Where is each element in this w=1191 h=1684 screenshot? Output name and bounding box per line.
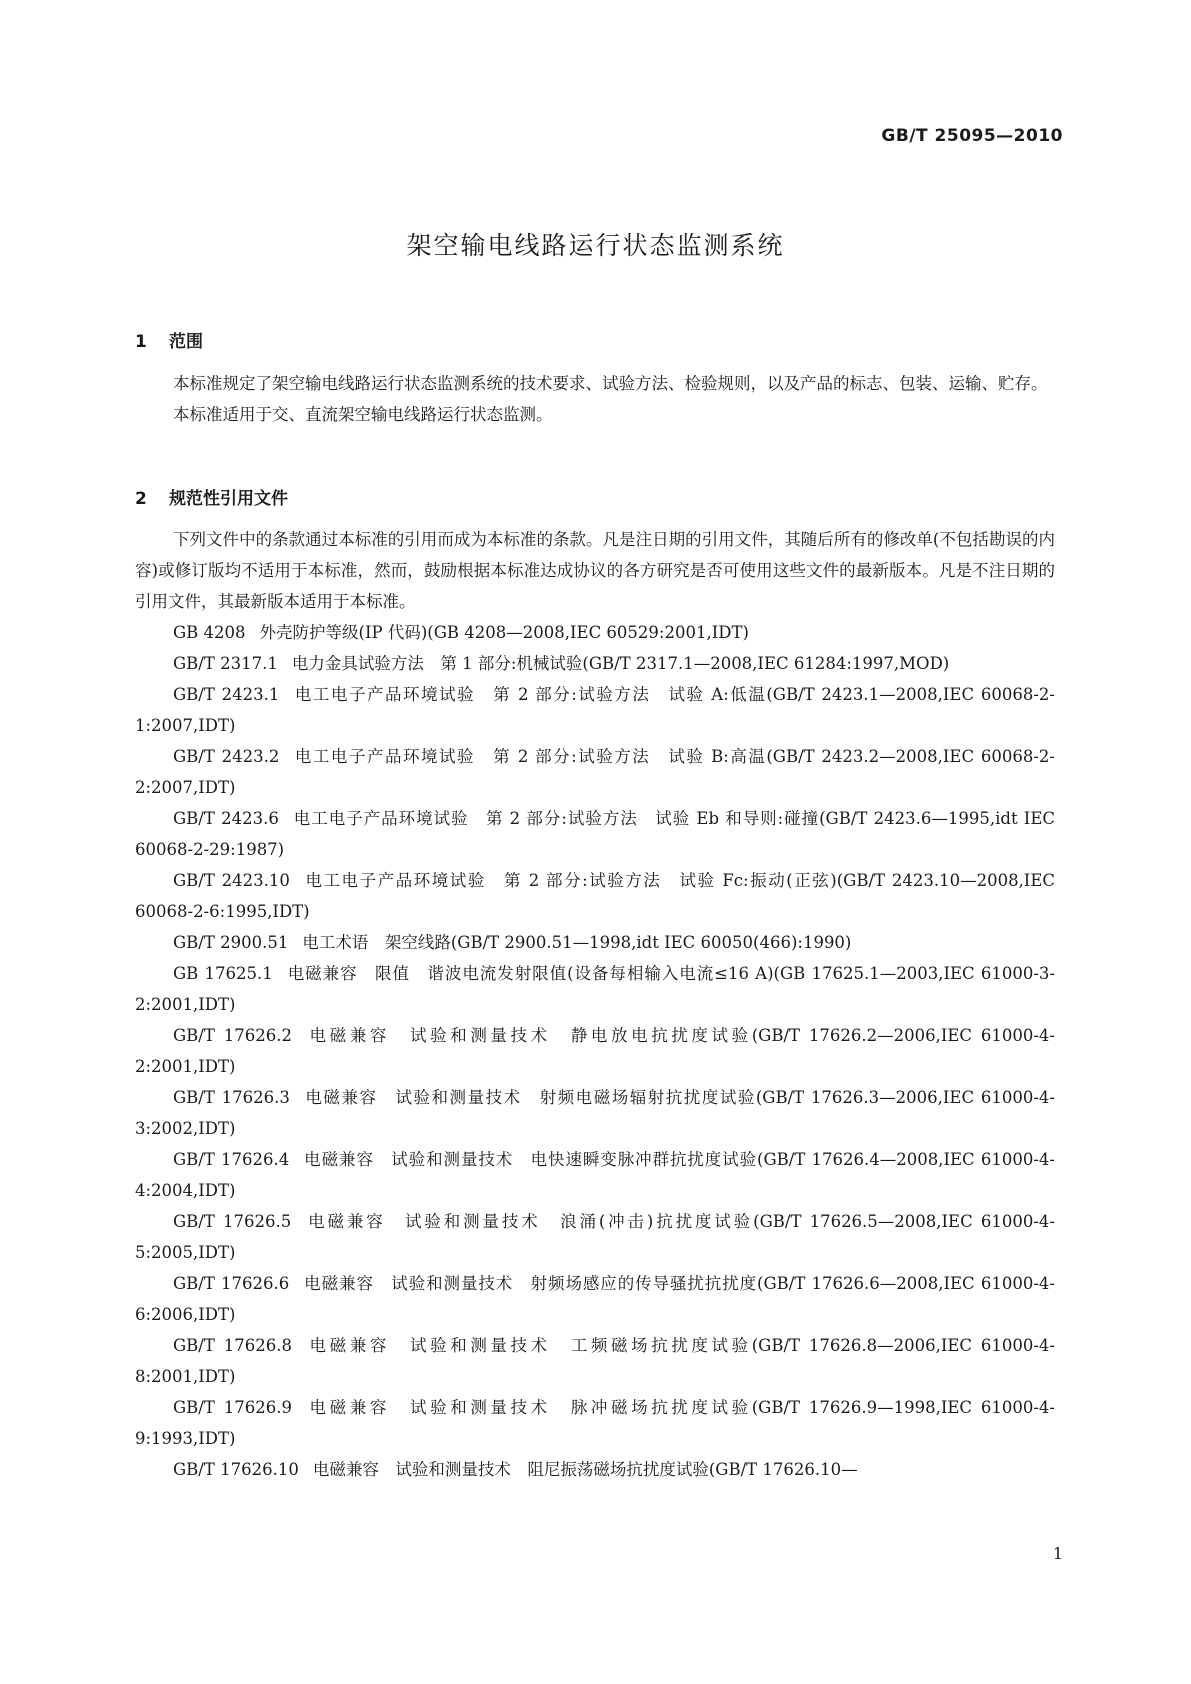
- reference-text: 电磁兼容 试验和测量技术 电快速瞬变脉冲群抗扰度试验(GB/T 17626.4—2008,IEC 61000-4-4:2004,IDT): [135, 1150, 1055, 1200]
- reference-code: GB/T 17626.6: [173, 1274, 290, 1293]
- reference-text: 电磁兼容 试验和测量技术 浪涌(冲击)抗扰度试验(GB/T 17626.5—2008,IEC 61000-4-5:2005,IDT): [135, 1212, 1055, 1262]
- reference-item: [135, 1268, 1055, 1330]
- reference-text: 电工电子产品环境试验 第 2 部分:试验方法 试验 A:低温(GB/T 2423.1—2008,IEC 60068-2-1:2007,IDT): [135, 685, 1055, 735]
- reference-code: GB/T 17626.4: [173, 1150, 290, 1169]
- reference-item: [135, 958, 1055, 1020]
- paragraph: 本标准规定了架空输电线路运行状态监测系统的技术要求、试验方法、检验规则，以及产品的标志、包装、运输、贮存。: [173, 374, 1048, 393]
- reference-text: 电磁兼容 试验和测量技术 射频场感应的传导骚扰抗扰度(GB/T 17626.6—2008,IEC 61000-4-6:2006,IDT): [135, 1274, 1055, 1324]
- reference-item: [135, 741, 1055, 803]
- reference-text: 电工电子产品环境试验 第 2 部分:试验方法 试验 B:高温(GB/T 2423.2—2008,IEC 60068-2-2:2007,IDT): [135, 747, 1055, 797]
- reference-text: 电磁兼容 试验和测量技术 阻尼振荡磁场抗扰度试验(GB/T 17626.10—: [312, 1460, 858, 1479]
- section-title: 规范性引用文件: [169, 489, 288, 509]
- paragraph: 下列文件中的条款通过本标准的引用而成为本标准的条款。凡是注日期的引用文件，其随后所有的修改单(不包括勘误的内容)或修订版均不适用于本标准，然而，鼓励根据本标准达成协议的各方研究是否可使用这些文件的最新版本。凡是不注日期的引用文件，其最新版本适用于本标准。: [135, 530, 1055, 611]
- reference-item: [135, 679, 1055, 741]
- reference-code: GB 17625.1: [173, 964, 273, 983]
- section-body-normative-references: [135, 524, 1055, 617]
- reference-text: 电工术语 架空线路(GB/T 2900.51—1998,idt IEC 60050(466):1990): [302, 933, 852, 952]
- reference-code: GB/T 2423.1: [173, 685, 280, 704]
- reference-code: GB/T 17626.10: [173, 1460, 299, 1479]
- standard-code: GB/T 25095—2010: [881, 126, 1063, 146]
- paragraph: 本标准适用于交、直流架空输电线路运行状态监测。: [173, 405, 553, 424]
- reference-text: 电磁兼容 试验和测量技术 静电放电抗扰度试验(GB/T 17626.2—2006,IEC 61000-4-2:2001,IDT): [135, 1026, 1055, 1076]
- reference-code: GB/T 2423.10: [173, 871, 290, 890]
- reference-item: [135, 1206, 1055, 1268]
- reference-item: [135, 1144, 1055, 1206]
- reference-item: [135, 1392, 1055, 1454]
- reference-item: [135, 648, 1055, 679]
- reference-code: GB 4208: [173, 623, 246, 642]
- reference-text: 电磁兼容 限值 谐波电流发射限值(设备每相输入电流≤16 A)(GB 17625.1—2003,IEC 61000-3-2:2001,IDT): [135, 964, 1055, 1014]
- section-title: 范围: [169, 332, 203, 352]
- reference-item: [135, 927, 1055, 958]
- reference-item: [135, 1454, 1055, 1485]
- reference-code: GB/T 2317.1: [173, 654, 278, 673]
- reference-item: [135, 803, 1055, 865]
- reference-text: 电磁兼容 试验和测量技术 工频磁场抗扰度试验(GB/T 17626.8—2006,IEC 61000-4-8:2001,IDT): [135, 1336, 1055, 1386]
- page-number: 1: [1052, 1544, 1063, 1563]
- reference-code: GB/T 17626.8: [173, 1336, 292, 1355]
- reference-list: [135, 617, 1055, 1485]
- section-number: 1: [135, 332, 147, 352]
- reference-text: 电磁兼容 试验和测量技术 射频电磁场辐射抗扰度试验(GB/T 17626.3—2006,IEC 61000-4-3:2002,IDT): [135, 1088, 1055, 1138]
- reference-text: 电力金具试验方法 第 1 部分:机械试验(GB/T 2317.1—2008,IEC 61284:1997,MOD): [291, 654, 950, 673]
- reference-code: GB/T 2423.6: [173, 809, 279, 828]
- section-number: 2: [135, 489, 147, 509]
- reference-code: GB/T 17626.3: [173, 1088, 290, 1107]
- reference-text: 电磁兼容 试验和测量技术 脉冲磁场抗扰度试验(GB/T 17626.9—1998,IEC 61000-4-9:1993,IDT): [135, 1398, 1055, 1448]
- reference-item: [135, 1020, 1055, 1082]
- section-heading-scope: [135, 327, 203, 352]
- reference-code: GB/T 17626.9: [173, 1398, 292, 1417]
- reference-code: GB/T 17626.2: [173, 1026, 292, 1045]
- reference-text: 电工电子产品环境试验 第 2 部分:试验方法 试验 Fc:振动(正弦)(GB/T 2423.10—2008,IEC 60068-2-6:1995,IDT): [135, 871, 1055, 921]
- reference-text: 外壳防护等级(IP 代码)(GB 4208—2008,IEC 60529:2001,IDT): [259, 623, 749, 642]
- reference-item: [135, 1330, 1055, 1392]
- reference-text: 电工电子产品环境试验 第 2 部分:试验方法 试验 Eb 和导则:碰撞(GB/T 2423.6—1995,idt IEC 60068-2-29:1987): [135, 809, 1055, 859]
- section-body-scope: [135, 368, 1055, 430]
- reference-item: [135, 617, 1055, 648]
- reference-code: GB/T 17626.5: [173, 1212, 292, 1231]
- document-title: 架空输电线路运行状态监测系统: [406, 231, 785, 260]
- reference-item: [135, 1082, 1055, 1144]
- reference-code: GB/T 2900.51: [173, 933, 289, 952]
- section-heading-normative-references: [135, 484, 288, 509]
- reference-item: [135, 865, 1055, 927]
- reference-code: GB/T 2423.2: [173, 747, 280, 766]
